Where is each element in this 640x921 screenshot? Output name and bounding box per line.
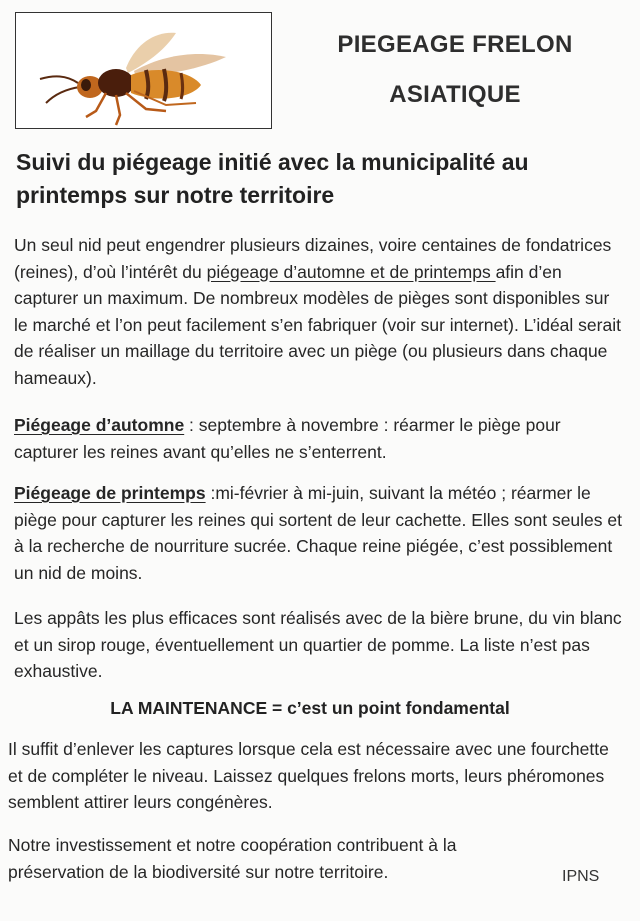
- hornet-image: [15, 12, 272, 129]
- autumn-text: : septembre à novembre : réarmer le piège pour capturer les reines avant qu’elles ne s’enterrent.: [14, 415, 561, 462]
- intro-after: afin d’en capturer un maximum. De nombreux modèles de pièges sont disponibles sur le marché et l’on peut facilement s’en fabriquer (voir sur internet). L’idéal serait de réaliser un maillage du territoire avec un piège (ou plusieurs dans chaque hameaux).: [14, 261, 621, 388]
- footer-ipns: IPNS: [562, 868, 600, 885]
- title-line-2: ASIATIQUE: [389, 81, 521, 108]
- autumn-paragraph: [14, 412, 626, 465]
- maintenance-paragraph: Il suffit d’enlever les captures lorsque cela est nécessaire avec une fourchette et de compléter le niveau. Laissez quelques frelons morts, leurs phéromones semblent attirer leurs congénères.: [8, 739, 609, 812]
- baits-paragraph: Les appâts les plus efficaces sont réalisés avec de la bière brune, du vin blanc et un sirop rouge, éventuellement un quartier de pomme. La liste n’est pas exhaustive.: [14, 608, 622, 681]
- spring-label: Piégeage de printemps: [14, 483, 206, 503]
- closing-paragraph: Notre investissement et notre coopération contribuent à la préservation de la biodiversité sur notre territoire.: [8, 835, 457, 882]
- page-title: [300, 20, 610, 120]
- hornet-icon: [16, 13, 272, 129]
- title-line-1: PIEGEAGE FRELON: [337, 31, 573, 58]
- maintenance-heading: LA MAINTENANCE = c’est un point fondamental: [110, 698, 510, 718]
- subtitle: Suivi du piégeage initié avec la municipalité au printemps sur notre territoire: [16, 149, 529, 208]
- autumn-label: Piégeage d’automne: [14, 415, 185, 435]
- intro-before: Un seul nid peut engendrer plusieurs dizaines, voire centaines de fondatrices (reines), d’où l’intérêt du: [14, 235, 612, 282]
- spring-paragraph: [14, 480, 626, 586]
- intro-paragraph: [14, 232, 626, 391]
- spring-text: :mi-février à mi-juin, suivant la météo ; réarmer le piège pour capturer les reines qui sortent de leur cachette. Elles sont seules et à la recherche de nourriture sucrée. Chaque reine piégée, c’est possiblement un nid de moins.: [14, 483, 622, 583]
- intro-underlined: piégeage d’automne et de printemps: [206, 261, 496, 282]
